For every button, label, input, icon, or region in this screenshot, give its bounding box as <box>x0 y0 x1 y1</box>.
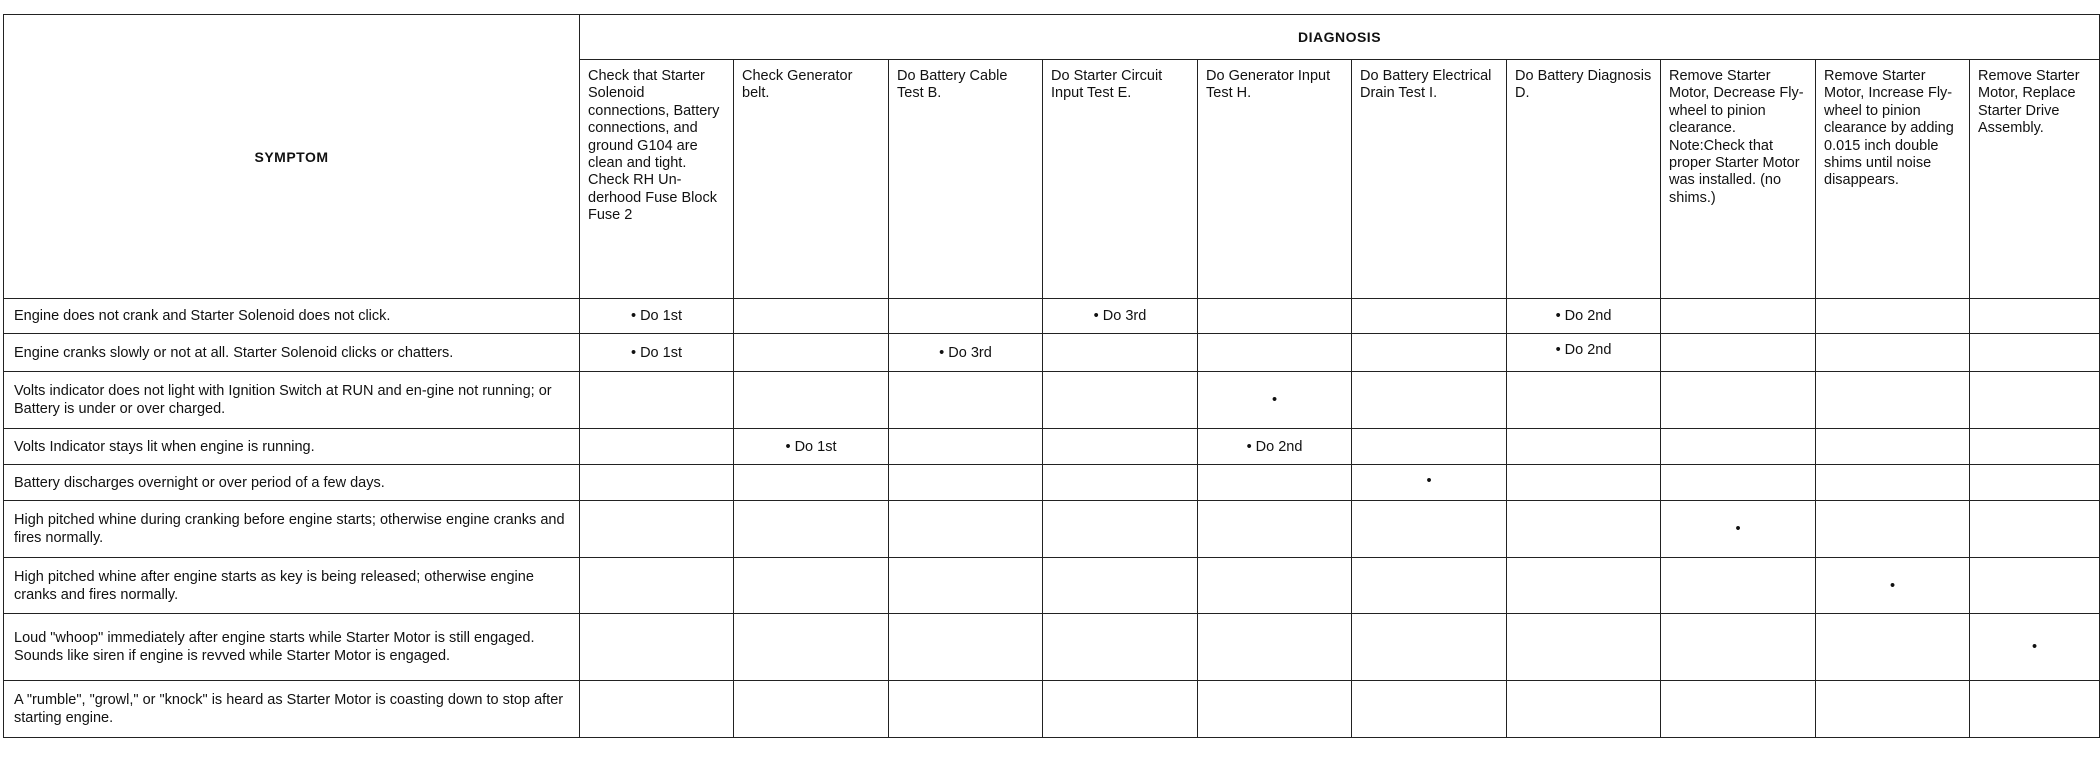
mark-cell <box>889 681 1043 738</box>
mark-cell <box>889 558 1043 614</box>
mark-cell <box>1507 429 1661 465</box>
mark-cell <box>1352 299 1507 334</box>
mark-cell <box>1198 681 1352 738</box>
mark-cell <box>1816 614 1970 681</box>
table-row <box>4 372 2100 429</box>
mark-cell <box>734 372 889 429</box>
mark-cell <box>1352 372 1507 429</box>
col-header-replace-starter-drive: Remove Starter Motor, Replace Starter Drive Assembly. <box>1970 60 2100 299</box>
col-header-starter-circuit-test: Do Starter Circuit Input Test E. <box>1043 60 1198 299</box>
mark-cell: • Do 1st <box>734 429 889 465</box>
table-row <box>4 429 2100 465</box>
mark-cell <box>889 465 1043 501</box>
mark-cell <box>1352 501 1507 558</box>
mark-cell <box>1816 372 1970 429</box>
mark-cell <box>889 501 1043 558</box>
mark-cell <box>734 501 889 558</box>
mark-cell: • Do 2nd <box>1507 299 1661 334</box>
mark-cell <box>1661 372 1816 429</box>
symptom-cell: Engine cranks slowly or not at all. Starter Solenoid clicks or chatters. <box>4 334 580 372</box>
col-header-generator-input-test: Do Generator Input Test H. <box>1198 60 1352 299</box>
mark-cell <box>1043 372 1198 429</box>
mark-cell <box>734 558 889 614</box>
mark-cell <box>1198 501 1352 558</box>
mark-cell <box>1043 465 1198 501</box>
mark-cell <box>889 614 1043 681</box>
mark-cell <box>1816 465 1970 501</box>
symptom-cell: High pitched whine after engine starts as key is being released; otherwise engine cranks and fires normally. <box>4 558 580 614</box>
mark-cell <box>1970 299 2100 334</box>
symptom-cell: Battery discharges overnight or over period of a few days. <box>4 465 580 501</box>
mark-cell <box>1970 465 2100 501</box>
mark-cell <box>580 614 734 681</box>
mark-cell <box>1198 558 1352 614</box>
mark-cell <box>1198 465 1352 501</box>
mark-cell: • Do 3rd <box>889 334 1043 372</box>
mark-cell <box>1043 429 1198 465</box>
mark-cell <box>1507 372 1661 429</box>
mark-cell <box>1507 614 1661 681</box>
col-header-battery-diagnosis: Do Battery Diagnosis D. <box>1507 60 1661 299</box>
mark-cell <box>1043 614 1198 681</box>
symptom-cell: A "rumble", "growl," or "knock" is heard as Starter Motor is coasting down to stop after starting engine. <box>4 681 580 738</box>
symptom-cell: Engine does not crank and Starter Solenoid does not click. <box>4 299 580 334</box>
symptom-cell: Volts indicator does not light with Ignition Switch at RUN and en-gine not running; or Battery is under or over charged. <box>4 372 580 429</box>
mark-cell: • Do 1st <box>580 299 734 334</box>
table-row <box>4 614 2100 681</box>
mark-cell <box>1816 334 1970 372</box>
mark-cell: • Do 2nd <box>1507 334 1661 372</box>
col-header-decrease-clearance: Remove Starter Motor, Decrease Fly-wheel to pinion clearance. Note:Check that proper Starter Motor was installed. (no shims.) <box>1661 60 1816 299</box>
mark-cell <box>1661 558 1816 614</box>
mark-cell <box>1970 372 2100 429</box>
symptom-cell: Volts Indicator stays lit when engine is running. <box>4 429 580 465</box>
mark-cell <box>1352 681 1507 738</box>
mark-cell <box>1970 334 2100 372</box>
mark-cell: • Do 1st <box>580 334 734 372</box>
mark-cell <box>1816 501 1970 558</box>
mark-cell <box>1352 614 1507 681</box>
mark-cell <box>1816 429 1970 465</box>
col-header-battery-drain-test: Do Battery Electrical Drain Test I. <box>1352 60 1507 299</box>
mark-cell: • <box>1198 372 1352 429</box>
mark-cell <box>734 299 889 334</box>
mark-cell <box>580 681 734 738</box>
mark-cell <box>1507 681 1661 738</box>
mark-cell <box>1970 681 2100 738</box>
mark-cell <box>1043 334 1198 372</box>
diagnosis-header: DIAGNOSIS <box>580 15 2100 60</box>
mark-cell <box>734 465 889 501</box>
table-row <box>4 465 2100 501</box>
table-row <box>4 334 2100 372</box>
mark-cell <box>734 681 889 738</box>
header-row-top <box>4 15 2100 60</box>
mark-cell <box>580 429 734 465</box>
mark-cell <box>1661 465 1816 501</box>
mark-cell <box>1970 429 2100 465</box>
mark-cell: • <box>1661 501 1816 558</box>
mark-cell <box>734 334 889 372</box>
mark-cell <box>580 501 734 558</box>
mark-cell <box>1970 558 2100 614</box>
symptom-cell: High pitched whine during cranking before engine starts; otherwise engine cranks and fires normally. <box>4 501 580 558</box>
mark-cell <box>1198 299 1352 334</box>
mark-cell <box>1352 429 1507 465</box>
mark-cell <box>1352 334 1507 372</box>
table-row <box>4 501 2100 558</box>
mark-cell <box>1043 681 1198 738</box>
table-row <box>4 558 2100 614</box>
mark-cell: • <box>1352 465 1507 501</box>
mark-cell <box>1661 299 1816 334</box>
mark-cell <box>889 372 1043 429</box>
mark-cell <box>1043 501 1198 558</box>
mark-cell <box>580 558 734 614</box>
mark-cell: • <box>1816 558 1970 614</box>
mark-cell <box>1198 614 1352 681</box>
mark-cell <box>1507 465 1661 501</box>
mark-cell: • Do 3rd <box>1043 299 1198 334</box>
mark-cell <box>580 372 734 429</box>
mark-cell <box>1507 558 1661 614</box>
symptom-header: SYMPTOM <box>4 15 580 299</box>
mark-cell <box>1970 501 2100 558</box>
table-row <box>4 299 2100 334</box>
mark-cell <box>1816 299 1970 334</box>
page-frame <box>0 14 2080 762</box>
col-header-increase-clearance: Remove Starter Motor, Increase Fly-wheel to pinion clearance by adding 0.015 inch double shims until noise disappears. <box>1816 60 1970 299</box>
mark-cell <box>1198 334 1352 372</box>
mark-cell <box>1507 501 1661 558</box>
mark-cell <box>1352 558 1507 614</box>
mark-cell <box>1661 681 1816 738</box>
mark-cell: • <box>1970 614 2100 681</box>
diagnosis-table <box>3 14 2100 738</box>
table-row <box>4 681 2100 738</box>
mark-cell <box>889 299 1043 334</box>
mark-cell <box>889 429 1043 465</box>
symptom-cell: Loud "whoop" immediately after engine starts while Starter Motor is still engaged. Sounds like siren if engine is revved while Starter Motor is engaged. <box>4 614 580 681</box>
mark-cell: • Do 2nd <box>1198 429 1352 465</box>
mark-cell <box>734 614 889 681</box>
mark-cell <box>1661 614 1816 681</box>
col-header-battery-cable-test: Do Battery Cable Test B. <box>889 60 1043 299</box>
mark-cell <box>1043 558 1198 614</box>
col-header-check-generator-belt: Check Generator belt. <box>734 60 889 299</box>
mark-cell <box>1816 681 1970 738</box>
mark-cell <box>1661 334 1816 372</box>
mark-cell <box>1661 429 1816 465</box>
col-header-check-connections: Check that Starter Solenoid connections, Battery connections, and ground G104 are clean and tight. Check RH Un-derhood Fuse Block Fuse 2 <box>580 60 734 299</box>
mark-cell <box>580 465 734 501</box>
